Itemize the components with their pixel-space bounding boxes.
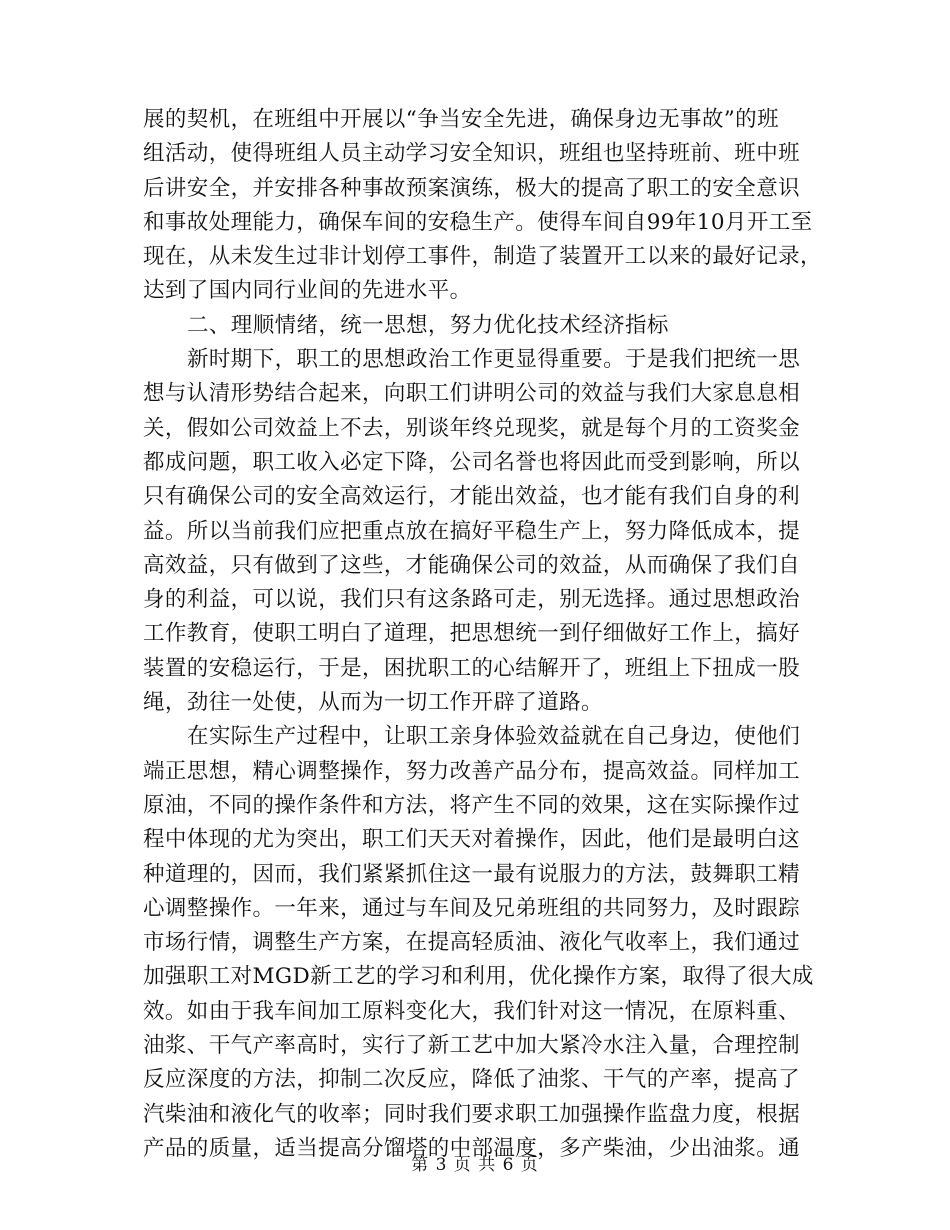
text-line: 工作教育，使职工明白了道理，把思想统一到仔细做好工作上，搞好 [143, 621, 801, 647]
text-line: 高效益，只有做到了这些，才能确保公司的效益，从而确保了我们自 [143, 552, 801, 578]
text-line: 组活动，使得班组人员主动学习安全知识，班组也坚持班前、班中班 [143, 141, 801, 167]
text-line: 想与认清形势结合起来，向职工们讲明公司的效益与我们大家息息相 [143, 381, 801, 407]
text-line: 原油，不同的操作条件和方法，将产生不同的效果，这在实际操作过 [143, 792, 801, 818]
text-line: 反应深度的方法，抑制二次反应，降低了油浆、干气的产率，提高了 [143, 1067, 801, 1093]
text-line: 展的契机，在班组中开展以“争当安全先进，确保身边无事故”的班 [143, 107, 779, 132]
text-line: 只有确保公司的安全高效运行，才能出效益，也才能有我们自身的利 [143, 484, 801, 510]
section-heading: 二、理顺情绪，统一思想，努力优化技术经济指标 [187, 312, 669, 338]
text-line: 都成问题，职工收入必定下降，公司名誉也将因此而受到影响，所以 [143, 449, 801, 475]
text-line: 新时期下，职工的思想政治工作更显得重要。于是我们把统一思 [187, 347, 801, 373]
text-line: 现在，从未发生过非计划停工事件，制造了装置开工以来的最好记录， [143, 244, 822, 270]
text-line: 市场行情，调整生产方案，在提高轻质油、液化气收率上，我们通过 [143, 930, 801, 956]
text-line: 益。所以当前我们应把重点放在搞好平稳生产上，努力降低成本，提 [143, 518, 801, 544]
text-line: 效。如由于我车间加工原料变化大，我们针对这一情况，在原料重、 [143, 998, 801, 1024]
text-line: 产品的质量，适当提高分馏塔的中部温度，多产柴油，少出油浆。通 [143, 1135, 801, 1161]
text-line: 种道理的，因而，我们紧紧抓住这一最有说服力的方法，鼓舞职工精 [143, 861, 801, 887]
text-line: 汽柴油和液化气的收率；同时我们要求职工加强操作监盘力度，根据 [143, 1101, 801, 1127]
text-line: 关，假如公司效益上不去，别谈年终兑现奖，就是每个月的工资奖金 [143, 415, 801, 441]
text-line: 端正思想，精心调整操作，努力改善产品分布，提高效益。同样加工 [143, 758, 801, 784]
text-line: 心调整操作。一年来，通过与车间及兄弟班组的共同努力，及时跟踪 [143, 895, 801, 921]
text-line: 达到了国内同行业间的先进水平。 [143, 278, 472, 304]
page-number-footer: 第 3 页 共 6 页 [411, 1155, 539, 1175]
text-line: 程中体现的尤为突出，职工们天天对着操作，因此，他们是最明白这 [143, 827, 801, 853]
text-line: 装置的安稳运行，于是，困扰职工的心结解开了，班组上下扭成一股 [143, 655, 801, 681]
text-line: 加强职工对MGD新工艺的学习和利用，优化操作方案，取得了很大成 [143, 964, 814, 990]
text-line: 身的利益，可以说，我们只有这条路可走，别无选择。通过思想政治 [143, 587, 801, 613]
text-line: 在实际生产过程中，让职工亲身体验效益就在自己身边，使他们 [187, 724, 801, 750]
text-line: 和事故处理能力，确保车间的安稳生产。使得车间自99年10月开工至 [143, 209, 813, 235]
text-line: 油浆、干气产率高时，实行了新工艺中加大紧冷水注入量，合理控制 [143, 1033, 801, 1059]
text-line: 绳，劲往一处使，从而为一切工作开辟了道路。 [143, 690, 603, 716]
document-body [143, 103, 822, 1166]
text-line: 后讲安全，并安排各种事故预案演练，极大的提高了职工的安全意识 [143, 175, 801, 201]
